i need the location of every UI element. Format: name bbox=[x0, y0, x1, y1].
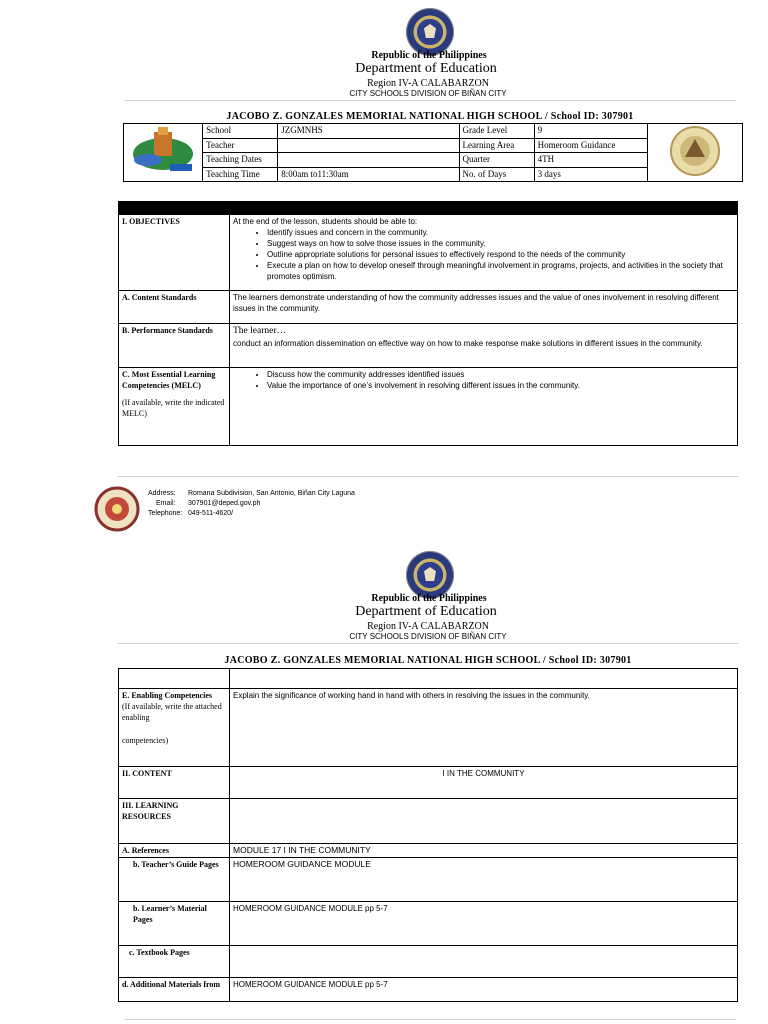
table-header-band bbox=[118, 201, 738, 214]
divider bbox=[124, 1019, 736, 1020]
teacher-value bbox=[278, 138, 459, 153]
school-logo-cell bbox=[124, 124, 203, 182]
learner-material-value: HOMEROOM GUIDANCE MODULE pp 5-7 bbox=[230, 902, 738, 946]
quarter-label: Quarter bbox=[459, 153, 534, 168]
region-line: Region IV-A CALABARZON bbox=[367, 78, 489, 89]
days-label: No. of Days bbox=[459, 167, 534, 182]
list-item: • Value the importance of one’s involvement in resolving different issues in the community. bbox=[267, 380, 734, 391]
references-label: A. References bbox=[119, 844, 230, 858]
empty-cell bbox=[119, 669, 230, 689]
melc-note: (If available, write the indicated MELC) bbox=[122, 398, 225, 418]
list-item: • Execute a plan on how to develop oneself through meaningful involvement in programs, projects, and activities in the society that promotes optimism. bbox=[267, 260, 734, 282]
list-item: • Outline appropriate solutions for personal issues to effectively respond to the needs of the community bbox=[267, 249, 734, 260]
deped-seal-icon bbox=[406, 8, 454, 56]
learner-material-label: b. Learner’s Material Pages bbox=[119, 902, 230, 946]
resources-table bbox=[118, 668, 738, 1002]
teacher-guide-value: HOMEROOM GUIDANCE MODULE bbox=[230, 858, 738, 902]
grade-value: 9 bbox=[534, 124, 647, 139]
republic-line: Republic of the Philippines bbox=[371, 593, 487, 604]
time-value: 8:00am to11:30am bbox=[278, 167, 459, 182]
phone-value: 049-511-4620/ bbox=[188, 510, 234, 517]
performance-standards-text: conduct an information dissemination on effective way on how to make response make solutions in different issues in the community. bbox=[233, 339, 703, 348]
divider bbox=[124, 100, 736, 101]
days-value: 3 days bbox=[534, 167, 647, 182]
melc-list bbox=[233, 369, 734, 391]
area-value: Homeroom Guidance bbox=[534, 138, 647, 153]
content-label: II. CONTENT bbox=[119, 767, 230, 799]
objectives-intro: At the end of the lesson, students should be able to: bbox=[233, 217, 418, 226]
list-item: • Suggest ways on how to solve those issues in the community. bbox=[267, 238, 734, 249]
school-line: JACOBO Z. GONZALES MEMORIAL NATIONAL HIGH SCHOOL / School ID: 307901 bbox=[226, 111, 634, 122]
additional-label: d. Additional Materials from bbox=[119, 978, 230, 1002]
list-item: • Identify issues and concern in the community. bbox=[267, 227, 734, 238]
division-line: CITY SCHOOLS DIVISION OF BIÑAN CITY bbox=[349, 632, 507, 641]
melc-label: C. Most Essential Learning Competencies (MELC) bbox=[122, 370, 216, 390]
divider bbox=[118, 643, 738, 644]
teacher-guide-label: b. Teacher’s Guide Pages bbox=[119, 858, 230, 902]
time-label: Teaching Time bbox=[203, 167, 278, 182]
enabling-label: E. Enabling Competencies bbox=[122, 691, 213, 700]
area-label: Learning Area bbox=[459, 138, 534, 153]
enabling-text: Explain the significance of working hand in hand with others in resolving the issues in the community. bbox=[230, 689, 738, 767]
content-text: I IN THE COMMUNITY bbox=[230, 767, 738, 799]
quarter-value: 4TH bbox=[534, 153, 647, 168]
enabling-note-end: competencies) bbox=[122, 736, 169, 745]
textbook-label: c. Textbook Pages bbox=[119, 946, 230, 978]
school-seal-cell bbox=[647, 124, 742, 182]
teacher-label: Teacher bbox=[203, 138, 278, 153]
empty-cell bbox=[230, 799, 738, 844]
department-line: Department of Education bbox=[355, 604, 497, 619]
additional-value: HOMEROOM GUIDANCE MODULE pp 5-7 bbox=[230, 978, 738, 1002]
objectives-table bbox=[118, 214, 738, 446]
list-item: • Discuss how the community addresses identified issues bbox=[267, 369, 734, 380]
dates-label: Teaching Dates bbox=[203, 153, 278, 168]
school-logo-icon bbox=[124, 124, 202, 178]
school-seal-icon bbox=[648, 124, 742, 178]
school-line: JACOBO Z. GONZALES MEMORIAL NATIONAL HIGH SCHOOL / School ID: 307901 bbox=[224, 655, 632, 666]
objectives-cell bbox=[230, 215, 738, 291]
address-value: Romana Subdivision, San Antonio, Biñan City Laguna bbox=[188, 490, 355, 497]
region-line: Region IV-A CALABARZON bbox=[367, 621, 489, 632]
footer-contact bbox=[148, 489, 468, 519]
melc-cell bbox=[230, 368, 738, 446]
divider bbox=[118, 476, 738, 477]
objectives-list bbox=[233, 227, 734, 282]
enabling-note: (If available, write the attached enabling bbox=[122, 702, 222, 722]
school-value: JZGMNHS bbox=[278, 124, 459, 139]
performance-standards-cell bbox=[230, 324, 738, 368]
performance-lead: The learner… bbox=[233, 326, 287, 336]
objectives-label: I. OBJECTIVES bbox=[119, 215, 230, 291]
department-line: Department of Education bbox=[355, 61, 497, 76]
dates-value bbox=[278, 153, 459, 168]
phone-label: Telephone: bbox=[148, 510, 183, 517]
republic-line: Republic of the Philippines bbox=[371, 50, 487, 61]
email-value: 307901@deped.gov.ph bbox=[188, 500, 261, 507]
empty-cell bbox=[230, 669, 738, 689]
division-line: CITY SCHOOLS DIVISION OF BIÑAN CITY bbox=[349, 89, 507, 98]
school-footer-seal-icon bbox=[94, 486, 140, 532]
enabling-label-cell bbox=[119, 689, 230, 767]
info-table bbox=[123, 123, 743, 182]
deped-seal-icon bbox=[406, 551, 454, 599]
address-label: Address: bbox=[148, 490, 176, 497]
content-standards-text: The learners demonstrate understanding of how the community addresses issues and the value of ones involvement in resolving different issues in the community. bbox=[230, 291, 738, 324]
textbook-value bbox=[230, 946, 738, 978]
resources-label: III. LEARNING RESOURCES bbox=[119, 799, 230, 844]
grade-label: Grade Level bbox=[459, 124, 534, 139]
email-label: Email: bbox=[156, 500, 176, 507]
performance-standards-label: B. Performance Standards bbox=[119, 324, 230, 368]
references-value: MODULE 17 I IN THE COMMUNITY bbox=[230, 844, 738, 858]
melc-label-cell bbox=[119, 368, 230, 446]
school-label: School bbox=[203, 124, 278, 139]
content-standards-label: A. Content Standards bbox=[119, 291, 230, 324]
